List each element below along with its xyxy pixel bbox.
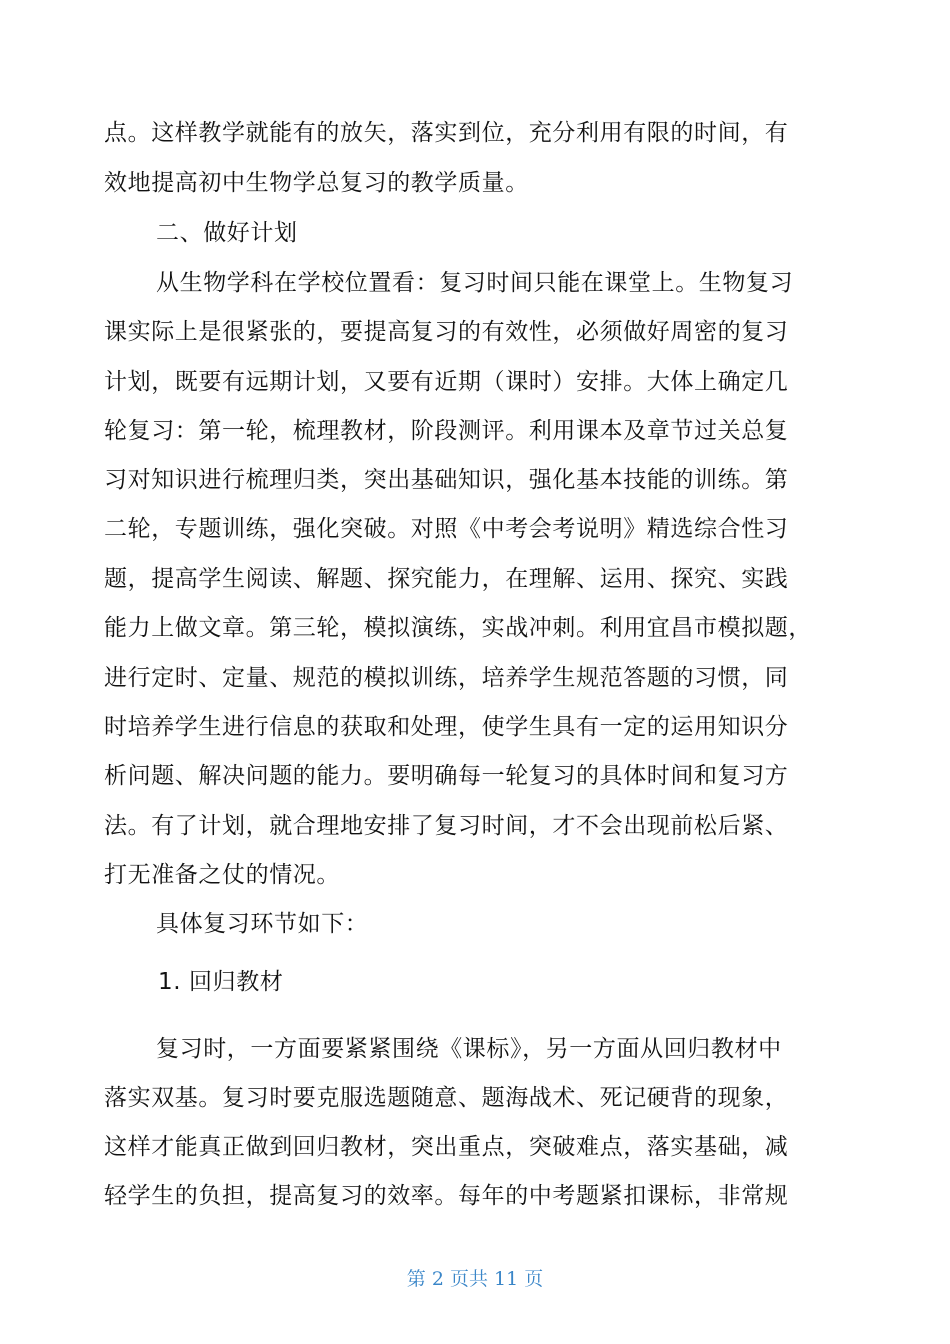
body-line: 这样才能真正做到回归教材，突出重点，突破难点，落实基础，减 (104, 1134, 789, 1160)
body-line: 法。有了计划，就合理地安排了复习时间，才不会出现前松后紧、 (104, 813, 789, 839)
body-line: 具体复习环节如下： (156, 911, 369, 937)
body-line: 从生物学科在学校位置看：复习时间只能在课堂上。生物复习 (156, 270, 794, 296)
body-line: 进行定时、定量、规范的模拟训练，培养学生规范答题的习惯，同 (104, 665, 789, 691)
body-line: 复习时，一方面要紧紧围绕《课标》，另一方面从回归教材中 (156, 1036, 782, 1062)
body-line: 析问题、解决问题的能力。要明确每一轮复习的具体时间和复习方 (104, 763, 789, 789)
body-line: 二轮，专题训练，强化突破。对照《中考会考说明》精选综合性习 (104, 516, 789, 542)
body-line: 点。这样教学就能有的放矢，落实到位，充分利用有限的时间，有 (104, 120, 789, 146)
body-line: 打无准备之仗的情况。 (104, 862, 340, 888)
body-line: 题，提高学生阅读、解题、探究能力，在理解、运用、探究、实践 (104, 566, 789, 592)
body-line: 时培养学生进行信息的获取和处理，使学生具有一定的运用知识分 (104, 714, 789, 740)
subsection-heading: 1. 回归教材 (158, 969, 284, 995)
body-line: 落实双基。复习时要克服选题随意、题海战术、死记硬背的现象， (104, 1085, 789, 1111)
body-line: 课实际上是很紧张的，要提高复习的有效性，必须做好周密的复习 (104, 319, 789, 345)
body-line: 效地提高初中生物学总复习的教学质量。 (104, 170, 529, 196)
body-line: 计划，既要有远期计划，又要有近期（课时）安排。大体上确定几 (104, 369, 789, 395)
page-number-footer: 第 2 页共 11 页 (406, 1268, 544, 1290)
body-line: 轻学生的负担，提高复习的效率。每年的中考题紧扣课标，非常规 (104, 1183, 789, 1209)
body-line: 能力上做文章。第三轮，模拟演练，实战冲刺。利用宜昌市模拟题， (104, 615, 812, 641)
body-line: 习对知识进行梳理归类，突出基础知识，强化基本技能的训练。第 (104, 467, 789, 493)
section-heading: 二、做好计划 (156, 220, 298, 246)
body-line: 轮复习：第一轮，梳理教材，阶段测评。利用课本及章节过关总复 (104, 418, 789, 444)
